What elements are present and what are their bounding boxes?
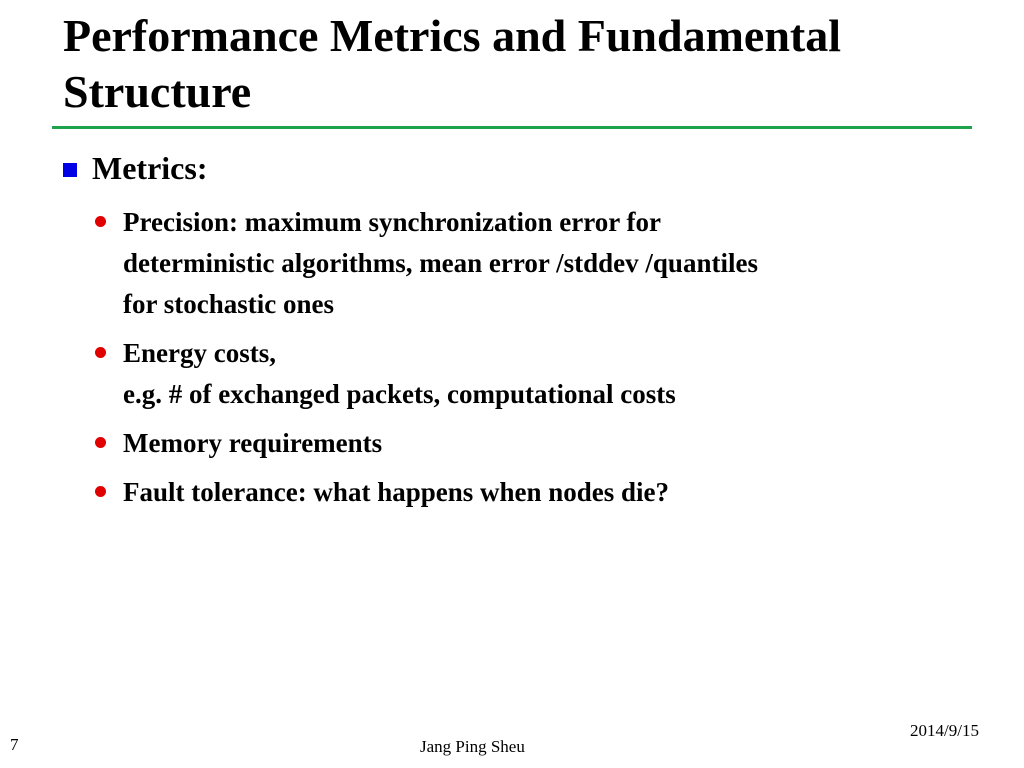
sub-bullet-text bbox=[123, 333, 676, 415]
text-line: Memory requirements bbox=[123, 428, 383, 458]
bullet-metrics-label: Metrics: bbox=[92, 150, 208, 186]
sub-bullet-text bbox=[123, 202, 758, 325]
text-line: Energy costs, bbox=[123, 338, 276, 368]
round-bullet-icon bbox=[95, 347, 106, 358]
footer-date: 2014/9/15 bbox=[910, 721, 979, 740]
text-line: deterministic algorithms, mean error /stddev /quantiles bbox=[123, 248, 758, 278]
square-bullet-icon bbox=[63, 163, 77, 177]
sub-bullet-precision bbox=[95, 202, 945, 325]
text-line: for stochastic ones bbox=[123, 289, 334, 319]
footer-author: Jang Ping Sheu bbox=[420, 737, 525, 756]
sub-bullet-energy-costs bbox=[95, 333, 945, 415]
round-bullet-icon bbox=[95, 437, 106, 448]
bullet-metrics bbox=[63, 148, 983, 188]
sub-bullet-text bbox=[123, 423, 382, 464]
metrics-sublist bbox=[95, 202, 945, 521]
round-bullet-icon bbox=[95, 486, 106, 497]
page-number: 7 bbox=[10, 735, 19, 754]
text-line: e.g. # of exchanged packets, computational costs bbox=[123, 379, 676, 409]
round-bullet-icon bbox=[95, 216, 106, 227]
sub-bullet-memory bbox=[95, 423, 945, 464]
text-line: Precision: maximum synchronization error for bbox=[123, 207, 661, 237]
sub-bullet-fault-tolerance bbox=[95, 472, 945, 513]
sub-bullet-text bbox=[123, 472, 669, 513]
text-line: Fault tolerance: what happens when nodes die? bbox=[123, 477, 670, 507]
title-divider bbox=[52, 126, 972, 129]
slide-title: Performance Metrics and Fundamental Structure bbox=[63, 10, 842, 117]
